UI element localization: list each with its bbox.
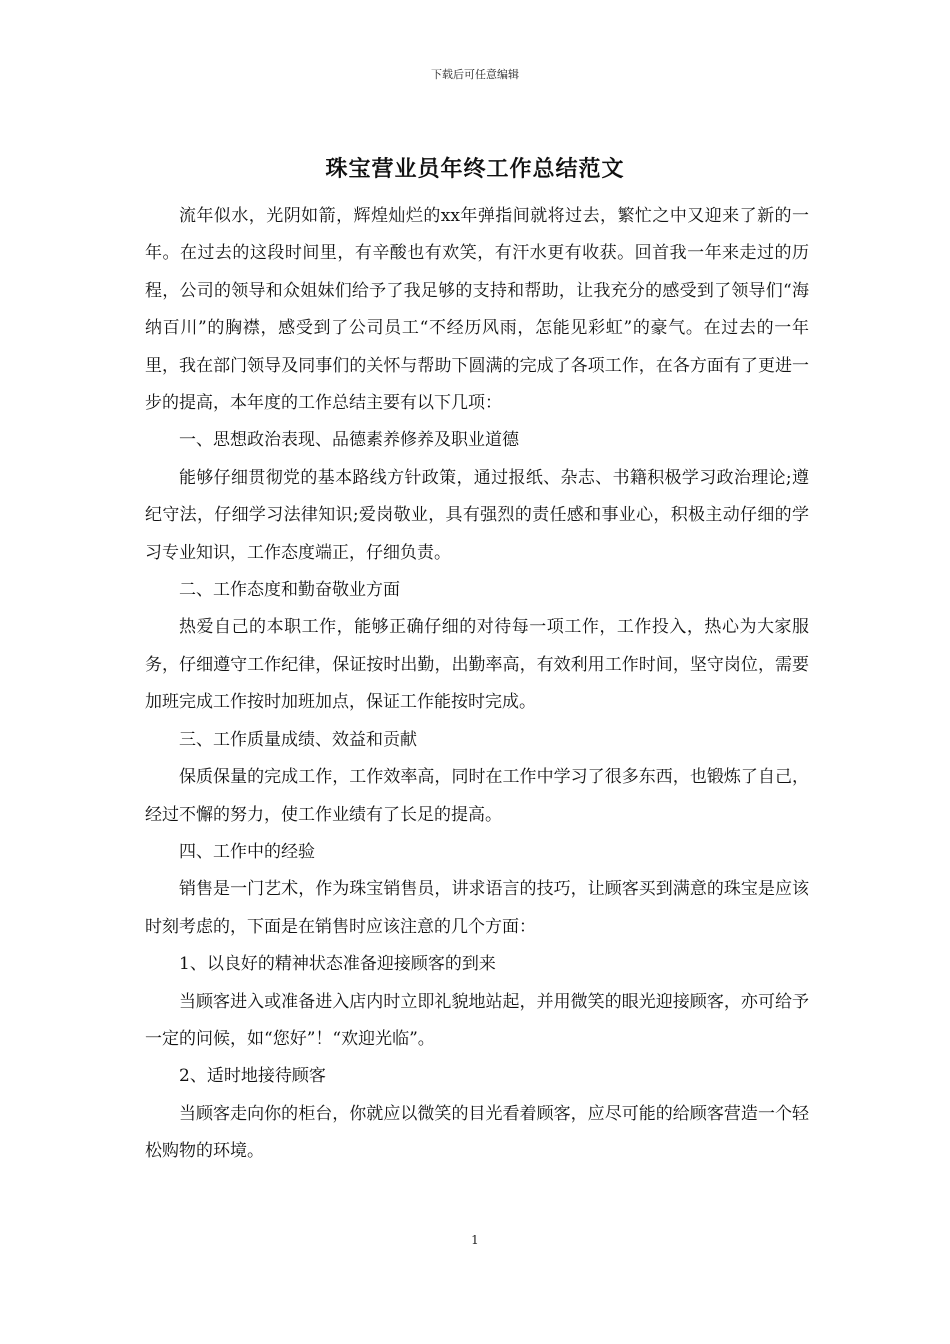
paragraph: 能够仔细贯彻党的基本路线方针政策，通过报纸、杂志、书籍积极学习政治理论;遵纪守法，仔细学习法律知识;爱岗敬业，具有强烈的责任感和事业心，积极主动仔细的学习专业知识，工作态度端正，仔细负责。 <box>145 467 809 563</box>
sub-heading-2: 2、适时地接待顾客 <box>179 1066 326 1087</box>
paragraph: 销售是一门艺术，作为珠宝销售员，讲求语言的技巧，让顾客买到满意的珠宝是应该时刻考虑的，下面是在销售时应该注意的几个方面： <box>145 879 809 937</box>
paragraph: 当顾客走向你的柜台，你就应以微笑的目光看着顾客，应尽可能的给顾客营造一个轻松购物的环境。 <box>145 1103 809 1162</box>
section-heading-1: 一、思想政治表现、品德素养修养及职业道德 <box>179 430 519 451</box>
section-heading-4: 四、工作中的经验 <box>179 841 315 862</box>
intro-paragraph: 流年似水，光阴如箭，辉煌灿烂的xx年弹指间就将过去，繁忙之中又迎来了新的一年。在过去的这段时间里，有辛酸也有欢笑，有汗水更有收获。回首我一年来走过的历程，公司的领导和众姐妹们给予了我足够的支持和帮助，让我充分的感受到了领导们“海纳百川”的胸襟，感受到了公司员工“不经历风雨，怎能见彩虹”的豪气。在过去的一年里，我在部门领导及同事们的关怀与帮助下圆满的完成了各项工作，在各方面有了更进一步的提高，本年度的工作总结主要有以下几项： <box>145 206 809 414</box>
section-heading-2: 二、工作态度和勤奋敬业方面 <box>179 580 400 601</box>
section-heading-3: 三、工作质量成绩、效益和贡献 <box>179 729 417 750</box>
document-body <box>145 198 809 1171</box>
paragraph: 保质保量的完成工作，工作效率高，同时在工作中学习了很多东西，也锻炼了自己，经过不懈的努力，使工作业绩有了长足的提高。 <box>145 767 809 825</box>
paragraph: 热爱自己的本职工作，能够正确仔细的对待每一项工作，工作投入，热心为大家服务，仔细遵守工作纪律，保证按时出勤，出勤率高，有效利用工作时间，坚守岗位，需要加班完成工作按时加班加点，保证工作能按时完成。 <box>145 617 809 713</box>
document-title: 珠宝营业员年终工作总结范文 <box>325 156 625 182</box>
paragraph: 当顾客进入或准备进入店内时立即礼貌地站起，并用微笑的眼光迎接顾客，亦可给予一定的问候，如“您好”！“欢迎光临”。 <box>145 991 809 1049</box>
page-number: 1 <box>471 1233 479 1247</box>
sub-heading-1: 1、以良好的精神状态准备迎接顾客的到来 <box>179 954 496 975</box>
header-note: 下载后可任意编辑 <box>431 68 519 81</box>
